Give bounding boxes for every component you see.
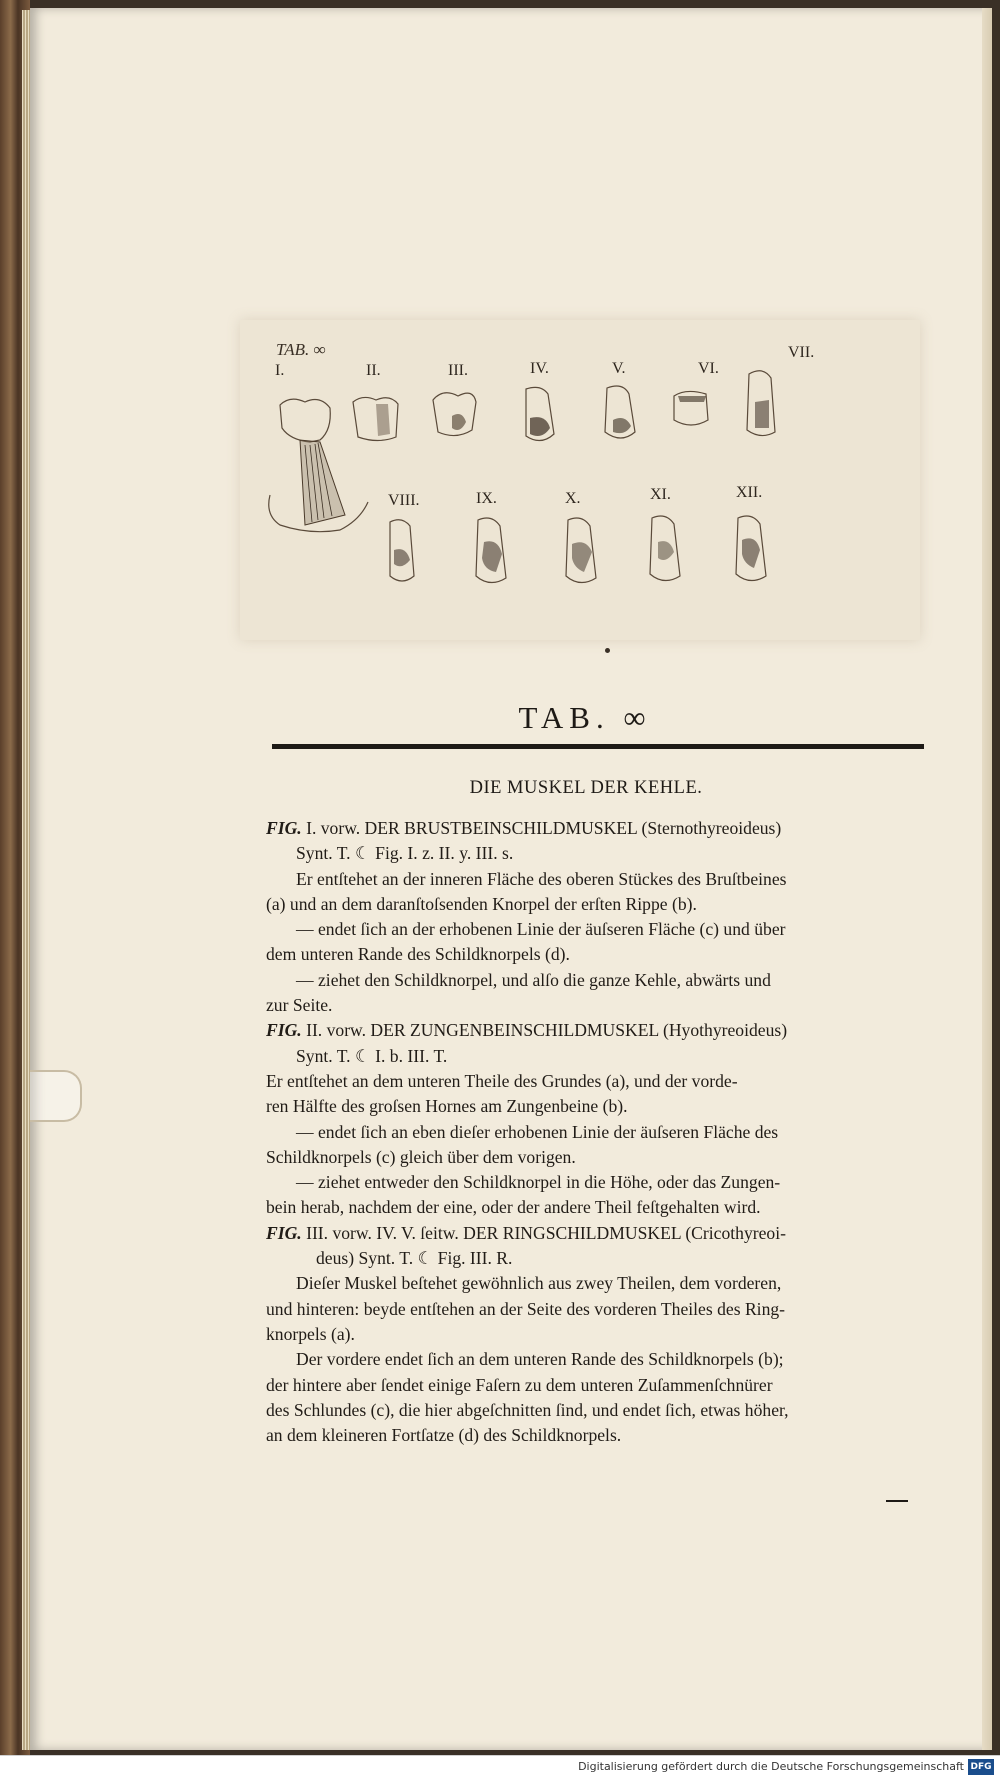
text-line: Er entſtehet an dem unteren Theile des Grundes (a), und der vorde- [266,1070,738,1091]
heading-rule [272,744,924,749]
footer-bar [0,1755,1000,1779]
larynx-figure-sketch [466,514,526,594]
plate-figure-label: VII. [788,344,815,361]
synonym-line: Synt. T. ☾ I. b. III. T. [296,1045,448,1066]
text-line: ren Hälfte des groſsen Hornes am Zungenbeine (b). [266,1096,628,1117]
engraved-plate [240,320,920,640]
plate-figure-label: XII. [736,484,763,501]
plate-figure-label: IV. [530,360,549,377]
larynx-figure-sketch [735,366,790,451]
larynx-figure-sketch [380,516,430,591]
fig-prefix: FIG. [266,818,302,838]
plate-figure-label: I. [275,362,285,379]
footer-credit: Digitalisierung gefördert durch die Deutsche Forschungsgemeinschaft [578,1760,964,1773]
larynx-figure-sketch [595,382,650,452]
text-line: der hintere aber ſendet einige Faſern zu dem unteren Zuſammenſchnürer [266,1374,773,1395]
plate-figure-label: IX. [476,490,497,507]
text-line: — ziehet den Schildknorpel, und alſo die ganze Kehle, abwärts und [296,969,771,990]
larynx-figure-sketch [516,384,566,454]
body-text [266,816,922,1448]
text-line: knorpels (a). [266,1323,355,1344]
larynx-figure-sketch [348,392,408,452]
section-subtitle: DIE MUSKEL DER KEHLE. [469,778,703,798]
page-right-edge [982,8,992,1750]
plate-figure-label: X. [565,490,581,507]
text-line: des Schlundes (c), die hier abgeſchnitten ſind, und endet ſich, etwas höher, [266,1399,789,1420]
text-line: — endet ſich an der erhobenen Linie der äuſseren Fläche (c) und über [296,919,786,940]
text-line: (a) und an dem daranſtoſsenden Knorpel der erſten Rippe (b). [266,893,697,914]
plate-figure-label: XI. [650,486,671,503]
larynx-figure-sketch [726,512,786,592]
plate-title: TAB. ∞ [276,340,326,359]
page-clip [30,1070,82,1122]
larynx-figure-sketch [428,388,488,448]
page-heading: TAB. ∞ [518,700,652,735]
plate-figure-label: VIII. [388,492,420,509]
plate-figure-label: V. [612,360,626,377]
fig-title: III. vorw. IV. V. ſeitw. DER RINGSCHILDMUSKEL (Cricothyreoi- [306,1222,786,1243]
fig-title: II. vorw. DER ZUNGENBEINSCHILDMUSKEL (Hyothyreoideus) [306,1020,788,1041]
larynx-figure-sketch [640,512,700,592]
plate-figure-label: III. [448,362,468,379]
text-line: zur Seite. [266,995,333,1016]
text-line: — ziehet entweder den Schildknorpel in die Höhe, oder das Zungen- [296,1172,781,1193]
text-line: an dem kleineren Fortſatze (d) des Schildknorpels. [266,1425,622,1446]
text-line: bein herab, nachdem der eine, oder der andere Theil feſtgehalten wird. [266,1197,761,1218]
text-line: Schildknorpels (c) gleich über dem vorigen. [266,1146,576,1167]
fig-prefix: FIG. [266,1020,302,1041]
fig-prefix: FIG. [266,1222,302,1243]
catchword-dash [886,1500,908,1502]
synonym-line: deus) Synt. T. ☾ Fig. III. R. [316,1248,513,1269]
plate-figure-label: VI. [698,360,719,377]
larynx-figure-sketch [556,514,616,594]
larynx-figure-sketch [666,384,721,439]
text-line: und hinteren: beyde entſtehen an der Seite des vorderen Theiles des Ring- [266,1298,786,1319]
ink-dot [605,648,610,653]
dfg-logo-icon: DFG [968,1759,994,1775]
text-line: Dieſer Muskel beſtehet gewöhnlich aus zwey Theilen, dem vorderen, [296,1273,782,1294]
text-line: Der vordere endet ſich an dem unteren Rande des Schildknorpels (b); [296,1349,784,1370]
plate-figure-label: II. [366,362,381,379]
text-line: dem unteren Rande des Schildknorpels (d). [266,944,570,965]
text-line: Er entſtehet an der inneren Fläche des oberen Stückes des Bruſtbeines [296,868,787,889]
fig-title: I. vorw. DER BRUSTBEINSCHILDMUSKEL (Sternothyreoideus) [306,818,782,838]
synonym-line: Synt. T. ☾ Fig. I. z. II. y. III. s. [296,843,514,864]
text-line: — endet ſich an eben dieſer erhobenen Linie der äuſseren Fläche des [296,1121,779,1142]
